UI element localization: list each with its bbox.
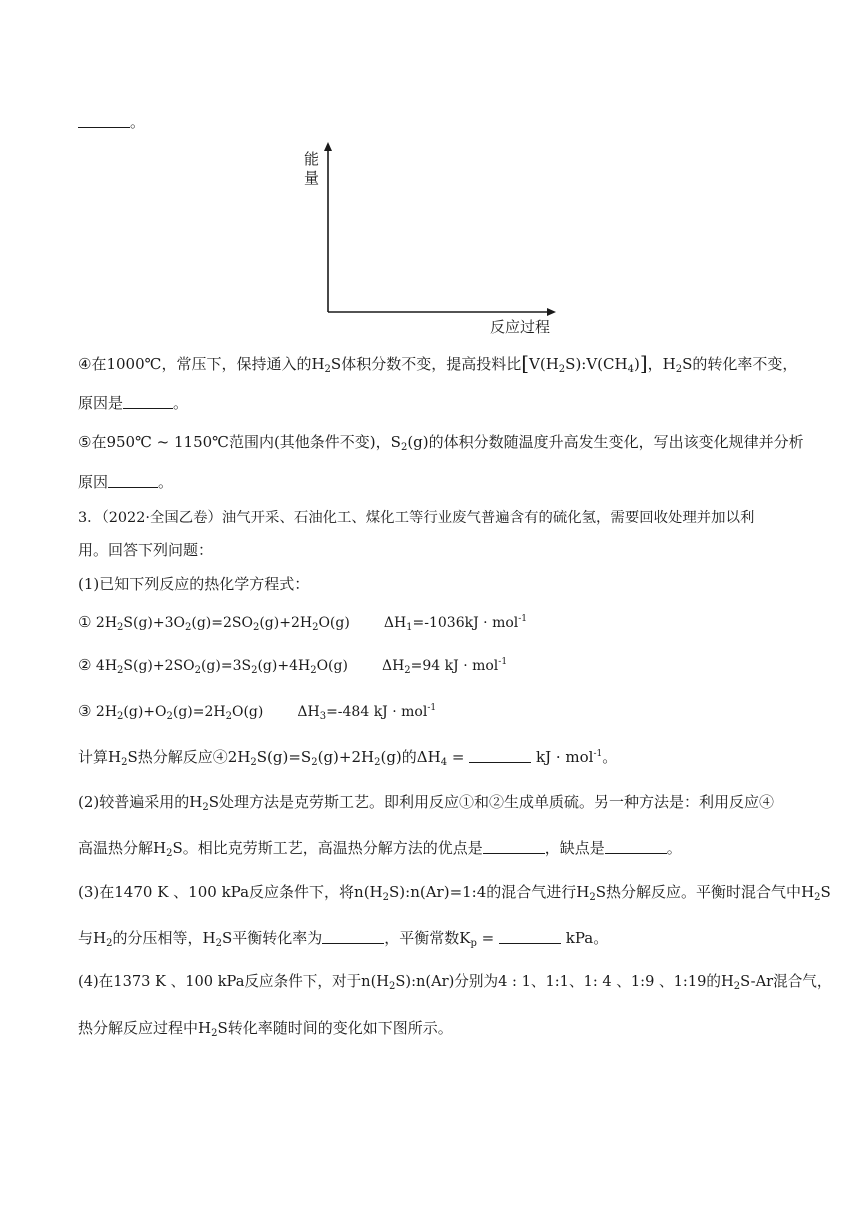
q4-line1: ④在1000℃，常压下，保持通入的$H_2S$体积分数不变，提高投料比$[V(H_2S):V(CH_4)]$，$H_2S$的转化率不变， [78,351,798,375]
q4-line2: 原因是 。 [78,394,189,412]
part2-line2: 高温热分解$H_2S$。相比克劳斯工艺，高温热分解方法的优点是 ，缺点是 。 [78,839,682,859]
equation-3: ③ $2H_2(g)+O_2(g)=2H_2O(g)$ $\Delta H_3=-484$ kJ · mol$^{-1}$ [78,702,437,722]
part3-line2: 与$H_2$的分压相等，$H_2S$平衡转化率为 ，平衡常数$K_p$ = kPa。 [78,929,609,949]
problem3-line1: 3．（2022·全国乙卷）油气开采、石油化工、煤化工等行业废气普遍含有的硫化氢，需要回收处理并加以利 [78,510,755,526]
part2-line1: (2)较普遍采用的$H_2S$处理方法是克劳斯工艺。即利用反应①和②生成单质硫。另一种方法是：利用反应④ [78,793,775,813]
q5-line2: 原因 。 [78,473,174,491]
problem3-line2: 用。回答下列问题： [78,541,214,559]
x-axis-label: 反应过程 [490,318,551,336]
y-axis-label-2: 量 [304,169,320,187]
advantage-answer-blank[interactable] [483,839,545,854]
equation-2: ② $4H_2S(g)+2SO_2(g)=3S_2(g)+4H_2O(g)$ $\Delta H_2=94$ kJ · mol$^{-1}$ [78,656,508,676]
q5-answer-blank[interactable] [108,473,158,488]
part3-line1: (3)在1470 K 、100 kPa反应条件下，将$n(H_2S):n(Ar)=1:4$的混合气进行$H_2S$热分解反应。平衡时混合气中$H_2S$ [78,883,831,903]
dh4-answer-blank[interactable] [469,748,531,763]
energy-axes [300,138,570,338]
conversion-answer-blank[interactable] [322,929,384,944]
disadvantage-answer-blank[interactable] [605,839,667,854]
x-axis-arrow-icon [547,308,556,316]
energy-diagram [300,138,570,338]
y-axis-arrow-icon [324,142,332,151]
q5-line1: ⑤在950℃ ~ 1150℃范围内(其他条件不变)，$S_2(g)$的体积分数随温度升高发生变化，写出该变化规律并分析 [78,433,804,453]
part4-line2: 热分解反应过程中$H_2S$转化率随时间的变化如下图所示。 [78,1019,453,1039]
kp-answer-blank[interactable] [499,929,561,944]
y-axis-label-1: 能 [304,150,320,168]
part4-line1: (4)在1373 K 、100 kPa反应条件下，对于$n(H_2S):n(Ar)$分别为4 : 1、1:1、1: 4 、1:9 、1:19的$H_2S-Ar$混合气， [78,973,832,992]
answer-blank[interactable] [78,113,130,128]
equation-1: ① $2H_2S(g)+3O_2(g)=2SO_2(g)+2H_2O(g) \Delta H_1=-1036kJ \cdot mol^{-1}$ [78,613,528,633]
q4-answer-blank[interactable] [123,394,173,409]
part1-calc: 计算$H_2S$热分解反应$④2H_2S(g)=S_2(g)+2H_2(g)$的$\Delta H_4$ = kJ · mol$^{-1}$。 [78,748,618,768]
part1-intro: (1)已知下列反应的热化学方程式： [78,575,310,593]
answer-line-prev: 。 [78,112,782,132]
